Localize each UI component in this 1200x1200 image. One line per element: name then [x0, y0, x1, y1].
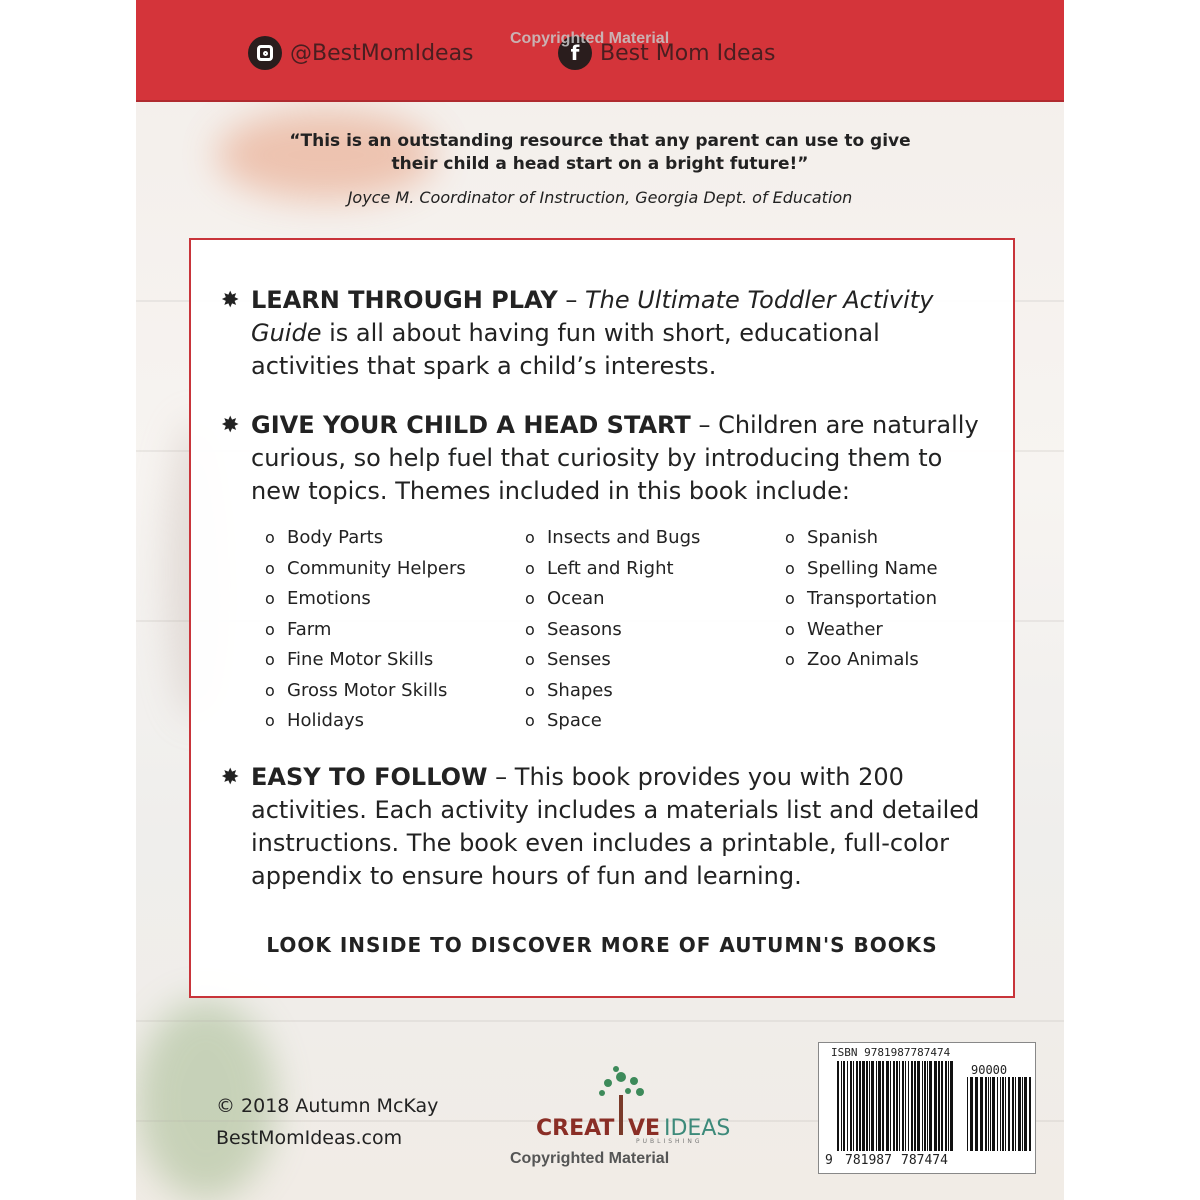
copyright-block	[216, 1090, 438, 1154]
barcode-digits: 787474	[901, 1153, 948, 1168]
barcode-bar	[876, 1061, 877, 1151]
asterisk-icon: ✸	[221, 413, 240, 438]
barcode-bar	[941, 1061, 943, 1151]
theme-item: o Emotions	[265, 584, 466, 615]
theme-item: o Community Helpers	[265, 554, 466, 585]
theme-item: o Transportation	[785, 584, 938, 615]
theme-item: o Body Parts	[265, 523, 466, 554]
asterisk-icon: ✸	[221, 765, 240, 790]
quote-line: their child a head start on a bright future!”	[391, 154, 809, 174]
theme-item: o Spelling Name	[785, 554, 938, 585]
barcode-bar	[922, 1061, 923, 1151]
watermark: Copyrighted Material	[510, 1150, 670, 1167]
barcode-bar	[927, 1061, 928, 1151]
barcode-bar	[890, 1061, 891, 1151]
theme-item: o Shapes	[525, 676, 700, 707]
instagram-link[interactable]	[248, 36, 474, 70]
barcode-digit: 9	[825, 1153, 833, 1168]
barcode-bar	[1012, 1077, 1014, 1151]
website-link[interactable]: BestMomIdeas.com	[216, 1127, 403, 1149]
barcode-bar	[866, 1061, 868, 1151]
barcode-bar	[1015, 1077, 1016, 1151]
isbn-barcode	[818, 1042, 1036, 1174]
barcode-bar	[841, 1061, 842, 1151]
barcode-bar	[1029, 1077, 1031, 1151]
barcode-bar	[988, 1077, 989, 1151]
watermark: Copyrighted Material	[510, 30, 670, 47]
feature-body: This book provides you with 200 activities. Each activity includes a materials list and detailed instructions. The book even includes a printable, full-color appendix to ensure hours of fun and learning.	[251, 763, 980, 890]
barcode-bar	[924, 1061, 926, 1151]
book-back-cover	[136, 0, 1064, 1200]
barcode-bar	[843, 1061, 845, 1151]
barcode-bar	[1024, 1077, 1027, 1151]
instagram-handle: @BestMomIdeas	[290, 40, 474, 66]
barcode-digits: 781987	[845, 1153, 892, 1168]
barcode-bar	[975, 1077, 978, 1151]
feature-head-start: ✸ GIVE YOUR CHILD A HEAD START – Children are naturally curious, so help fuel that curiosity by introducing them to new topics. Themes included in this book include:	[221, 411, 979, 505]
theme-item: o Left and Right	[525, 554, 700, 585]
theme-item: o Spanish	[785, 523, 938, 554]
barcode-bar	[945, 1061, 947, 1151]
feature-heading: GIVE YOUR CHILD A HEAD START	[251, 411, 691, 439]
themes-column-1	[265, 523, 466, 737]
barcode-bar	[934, 1061, 937, 1151]
barcode-bar	[871, 1061, 874, 1151]
barcode-bar	[1018, 1077, 1021, 1151]
feature-learn-through-play: ✸ LEARN THROUGH PLAY – The Ultimate Toddler Activity Guide is all about having fun with short, educational activities that spark a child’s interests.	[221, 286, 934, 380]
barcode-bar	[893, 1061, 895, 1151]
social-header-bar	[136, 0, 1064, 102]
barcode-bar	[908, 1061, 909, 1151]
barcode-bar	[917, 1061, 920, 1151]
barcode-bar	[869, 1061, 870, 1151]
feature-heading: EASY TO FOLLOW	[251, 763, 488, 791]
theme-item: o Farm	[265, 615, 466, 646]
facebook-name: Best Mom Ideas	[600, 40, 776, 66]
svg-text:CREAT: CREAT	[536, 1116, 615, 1141]
theme-item: o Ocean	[525, 584, 700, 615]
theme-item: o Holidays	[265, 706, 466, 737]
isbn-label: ISBN 9781987787474	[831, 1046, 951, 1059]
barcode-bar	[882, 1061, 884, 1151]
theme-item: o Senses	[525, 645, 700, 676]
barcode-bar	[886, 1061, 889, 1151]
theme-item: o Zoo Animals	[785, 645, 938, 676]
quote-attribution: Joyce M. Coordinator of Instruction, Georgia Dept. of Education	[347, 188, 853, 207]
barcode-bar	[899, 1061, 900, 1151]
barcode-bar	[1000, 1077, 1001, 1151]
barcode-bar	[948, 1061, 949, 1151]
barcode-bar	[1022, 1077, 1023, 1151]
theme-item: o Seasons	[525, 615, 700, 646]
price-code: 90000	[971, 1063, 1008, 1077]
barcode-bar	[856, 1061, 858, 1151]
barcode-bar	[896, 1061, 898, 1151]
barcode-bar	[1005, 1077, 1006, 1151]
theme-item: o Insects and Bugs	[525, 523, 700, 554]
barcode-bar	[929, 1061, 932, 1151]
svg-text:VE: VE	[628, 1116, 661, 1141]
barcode-bar	[862, 1061, 865, 1151]
asterisk-icon: ✸	[221, 288, 240, 313]
tree-icon	[536, 1065, 736, 1145]
feature-body: is all about having fun with short, educational activities that spark a child’s interests.	[251, 319, 880, 380]
theme-item: o Space	[525, 706, 700, 737]
copyright-text: © 2018 Autumn McKay	[216, 1095, 439, 1117]
barcode-bar	[970, 1077, 973, 1151]
svg-text:PUBLISHING: PUBLISHING	[636, 1138, 703, 1145]
barcode-bar	[878, 1061, 881, 1151]
barcode-bar	[985, 1077, 987, 1151]
themes-column-3	[785, 523, 938, 676]
facebook-icon: f	[558, 36, 592, 70]
barcode-bar	[847, 1061, 848, 1151]
theme-item: o Weather	[785, 615, 938, 646]
barcode-bar	[967, 1077, 968, 1151]
barcode-bar	[997, 1077, 998, 1151]
barcode-bar	[914, 1061, 916, 1151]
barcode-bar	[950, 1061, 953, 1151]
barcode-bar	[1002, 1077, 1004, 1151]
barcode-bar	[1008, 1077, 1010, 1151]
barcode-bar	[902, 1061, 904, 1151]
call-to-action: LOOK INSIDE TO DISCOVER MORE OF AUTUMN'S BOOKS	[266, 933, 938, 957]
barcode-bar	[853, 1061, 854, 1151]
quote-line: “This is an outstanding resource that any parent can use to give	[289, 131, 911, 151]
instagram-icon	[248, 36, 282, 70]
feature-heading: LEARN THROUGH PLAY	[251, 286, 558, 314]
barcode-bar	[938, 1061, 940, 1151]
themes-column-2	[525, 523, 700, 737]
barcode-bar	[911, 1061, 913, 1151]
theme-item: o Fine Motor Skills	[265, 645, 466, 676]
feature-easy-to-follow: ✸ EASY TO FOLLOW – This book provides you with 200 activities. Each activity includes a materials list and detailed instructions. The book even includes a printable, full-color appendix to ensure hours of fun and learning.	[221, 763, 980, 890]
svg-text:IDEAS: IDEAS	[664, 1116, 731, 1141]
theme-item: o Gross Motor Skills	[265, 676, 466, 707]
feature-body: Children are naturally curious, so help fuel that curiosity by introducing them to new topics. Themes included in this book include:	[251, 411, 979, 505]
book-title: The Ultimate Toddler Activity Guide	[251, 286, 934, 347]
barcode-bar	[837, 1061, 839, 1151]
barcode-bar	[859, 1061, 861, 1151]
barcode-bar	[850, 1061, 852, 1151]
barcode-bar	[990, 1077, 991, 1151]
barcode-bar	[980, 1077, 983, 1151]
features-box	[189, 238, 1015, 998]
testimonial-quote	[136, 130, 1064, 176]
barcode-bar	[992, 1077, 995, 1151]
publisher-logo	[536, 1065, 736, 1145]
barcode-bar	[905, 1061, 906, 1151]
